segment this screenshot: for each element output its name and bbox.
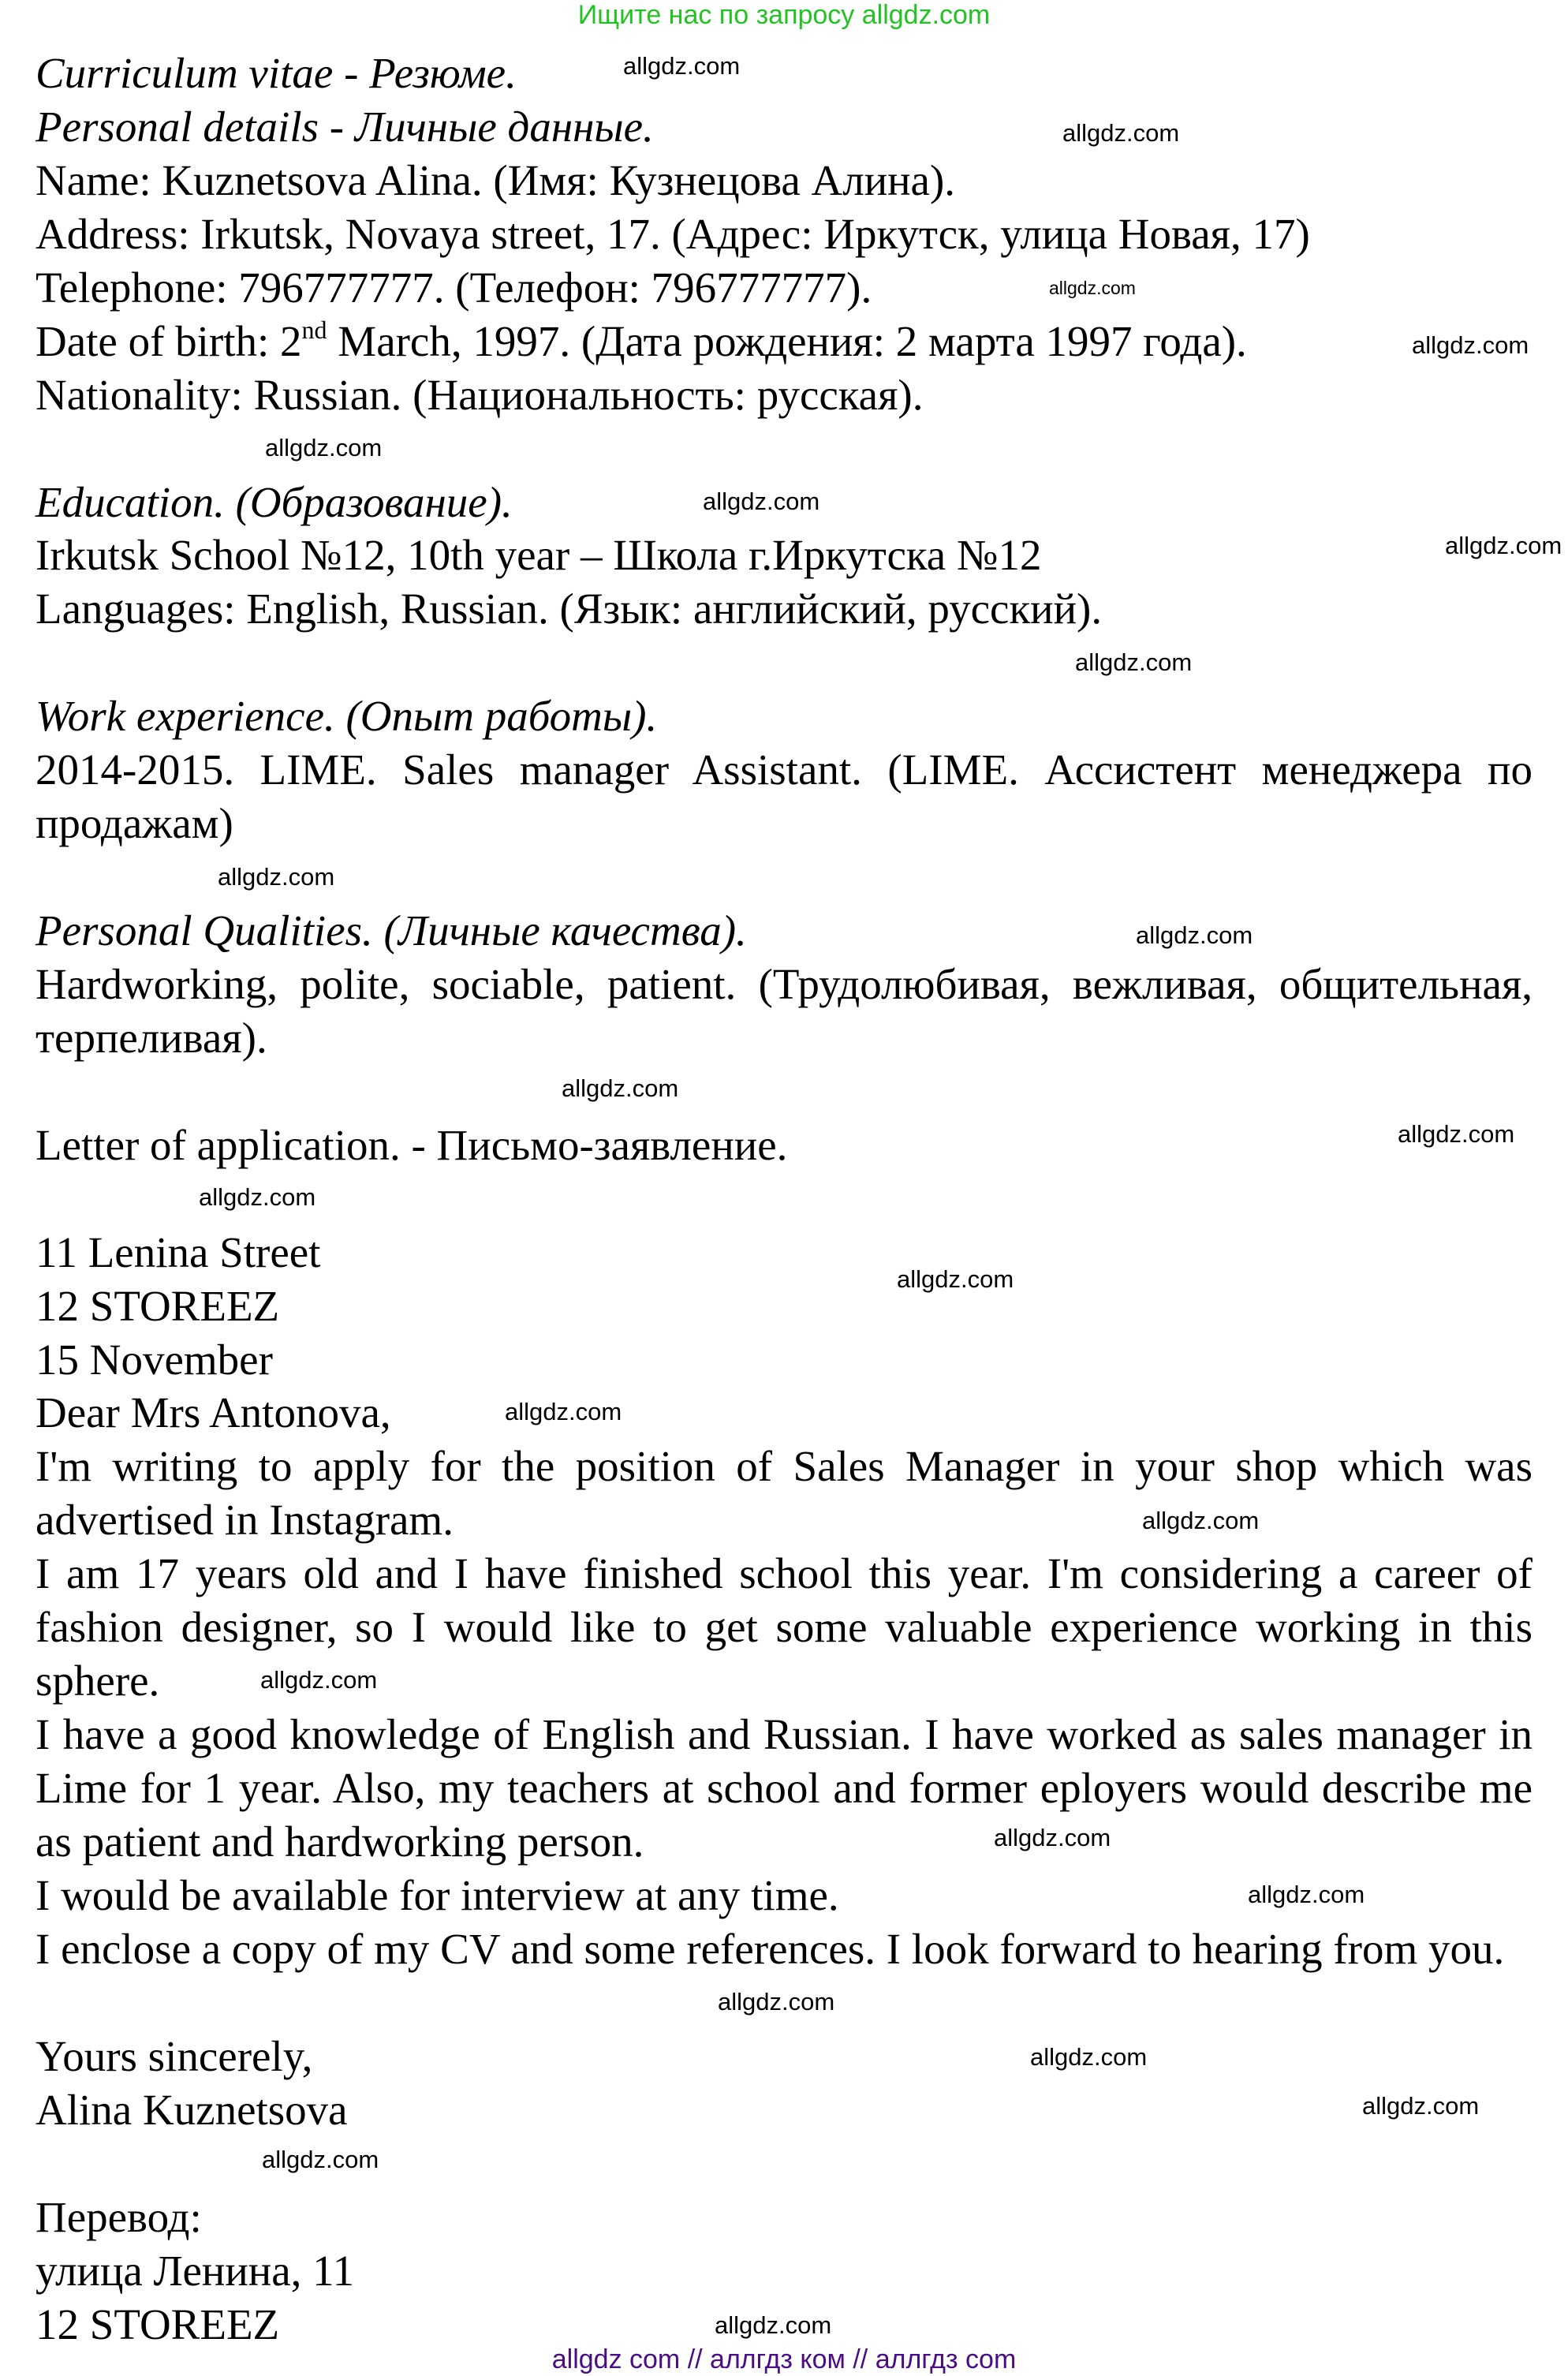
cv-title: Curriculum vitae - Резюме. — [35, 49, 517, 97]
watermark: allgdz.com — [218, 863, 335, 891]
watermark: allgdz.com — [718, 1988, 835, 2015]
name-line: Name: Kuznetsova Alina. (Имя: Кузнецова Алина). — [35, 155, 956, 204]
spacer — [35, 636, 1533, 689]
letter-paragraph: I am 17 years old and I have finished school this year. I'm considering a career of fashion designer, so I would like to get some valuable experience working in this sphere. — [35, 1549, 1533, 1705]
dob-suffix: nd — [301, 315, 327, 344]
watermark: allgdz.com — [1142, 1507, 1260, 1534]
watermark: allgdz.com — [623, 52, 741, 80]
watermark: allgdz.com — [265, 434, 383, 461]
watermark: allgdz.com — [1049, 278, 1136, 298]
school-line: Irkutsk School №12, 10th year – Школа г.Иркутска №12 — [35, 531, 1042, 580]
watermark: allgdz.com — [1075, 648, 1193, 676]
watermark: allgdz.com — [1412, 331, 1529, 359]
work-heading: Work experience. (Опыт работы). — [35, 692, 658, 741]
search-banner: Ищите нас по запросу allgdz.com — [577, 0, 991, 30]
watermark: allgdz.com — [897, 1265, 1014, 1293]
address-line: Address: Irkutsk, Novaya street, 17. (Адрес: Иркутск, улица Новая, 17) — [35, 209, 1310, 258]
watermark: allgdz.com — [1398, 1120, 1515, 1148]
watermark: allgdz.com — [1136, 921, 1253, 949]
work-line: 2014-2015. LIME. Sales manager Assistant. (LIME. Ассистент менеджера по продажам) — [35, 745, 1533, 848]
education-heading: Education. (Образование). — [35, 477, 513, 526]
watermark: allgdz.com — [260, 1666, 378, 1694]
translation-heading: Перевод: — [35, 2192, 202, 2241]
letter-address-1: 11 Lenina Street — [35, 1227, 321, 1276]
qualities-line: Hardworking, polite, sociable, patient. (Трудолюбивая, вежливая, общительная, терпеливая). — [35, 959, 1533, 1062]
letter-signature: Alina Kuznetsova — [35, 2085, 348, 2134]
spacer — [35, 422, 1533, 476]
translation-address-2: 12 STOREEZ — [35, 2299, 280, 2348]
qualities-heading: Personal Qualities. (Личные качества). — [35, 906, 747, 955]
nationality-line: Nationality: Russian. (Национальность: русская). — [35, 370, 924, 419]
watermark: allgdz.com — [505, 1398, 622, 1425]
watermark: allgdz.com — [562, 1074, 679, 1102]
watermark: allgdz.com — [262, 2146, 379, 2173]
letter-paragraph: I enclose a copy of my CV and some references. I look forward to hearing from you. — [35, 1924, 1505, 1973]
dob-line — [35, 315, 1533, 368]
languages-line: Languages: English, Russian. (Язык: английский, русский). — [35, 585, 1103, 633]
watermark: allgdz.com — [1445, 532, 1562, 559]
watermark: allgdz.com — [1248, 1881, 1365, 1908]
letter-date: 15 November — [35, 1335, 273, 1384]
letter-address-2: 12 STOREEZ — [35, 1281, 280, 1330]
letter-greeting: Dear Mrs Antonova, — [35, 1388, 391, 1437]
letter-closing: Yours sincerely, — [35, 2031, 313, 2080]
letter-heading: Letter of application. - Письмо-заявление. — [35, 1120, 788, 1169]
spacer — [35, 2137, 1533, 2191]
watermark: allgdz.com — [703, 488, 820, 515]
translation-address-1: улица Ленина, 11 — [35, 2246, 355, 2295]
personal-details-heading: Personal details - Личные данные. — [35, 102, 654, 151]
watermark: allgdz.com — [994, 1824, 1111, 1851]
dob-rest: March, 1997. (Дата рождения: 2 марта 1997 года). — [327, 316, 1247, 365]
watermark: allgdz.com — [1362, 2092, 1480, 2120]
spacer — [35, 1065, 1533, 1119]
watermark: allgdz.com — [1062, 119, 1180, 147]
telephone-line: Telephone: 796777777. (Телефон: 796777777). — [35, 263, 872, 312]
watermark: allgdz.com — [715, 2311, 832, 2339]
watermark: allgdz.com — [1030, 2043, 1148, 2071]
footer-links: allgdz com // аллгдз ком // аллгдз com — [551, 2344, 1017, 2374]
watermark: allgdz.com — [199, 1183, 316, 1211]
letter-paragraph: I would be available for interview at any time. — [35, 1870, 839, 1919]
letter-paragraph: I have a good knowledge of English and Russian. I have worked as sales manager in Lime for 1 year. Also, my teachers at school and former eployers would describe me as patient and hardworking person. — [35, 1710, 1533, 1866]
dob-text: Date of birth: 2 — [35, 316, 302, 365]
letter-paragraph: I'm writing to apply for the position of Sales Manager in your shop which was advertised in Instagram. — [35, 1442, 1533, 1545]
